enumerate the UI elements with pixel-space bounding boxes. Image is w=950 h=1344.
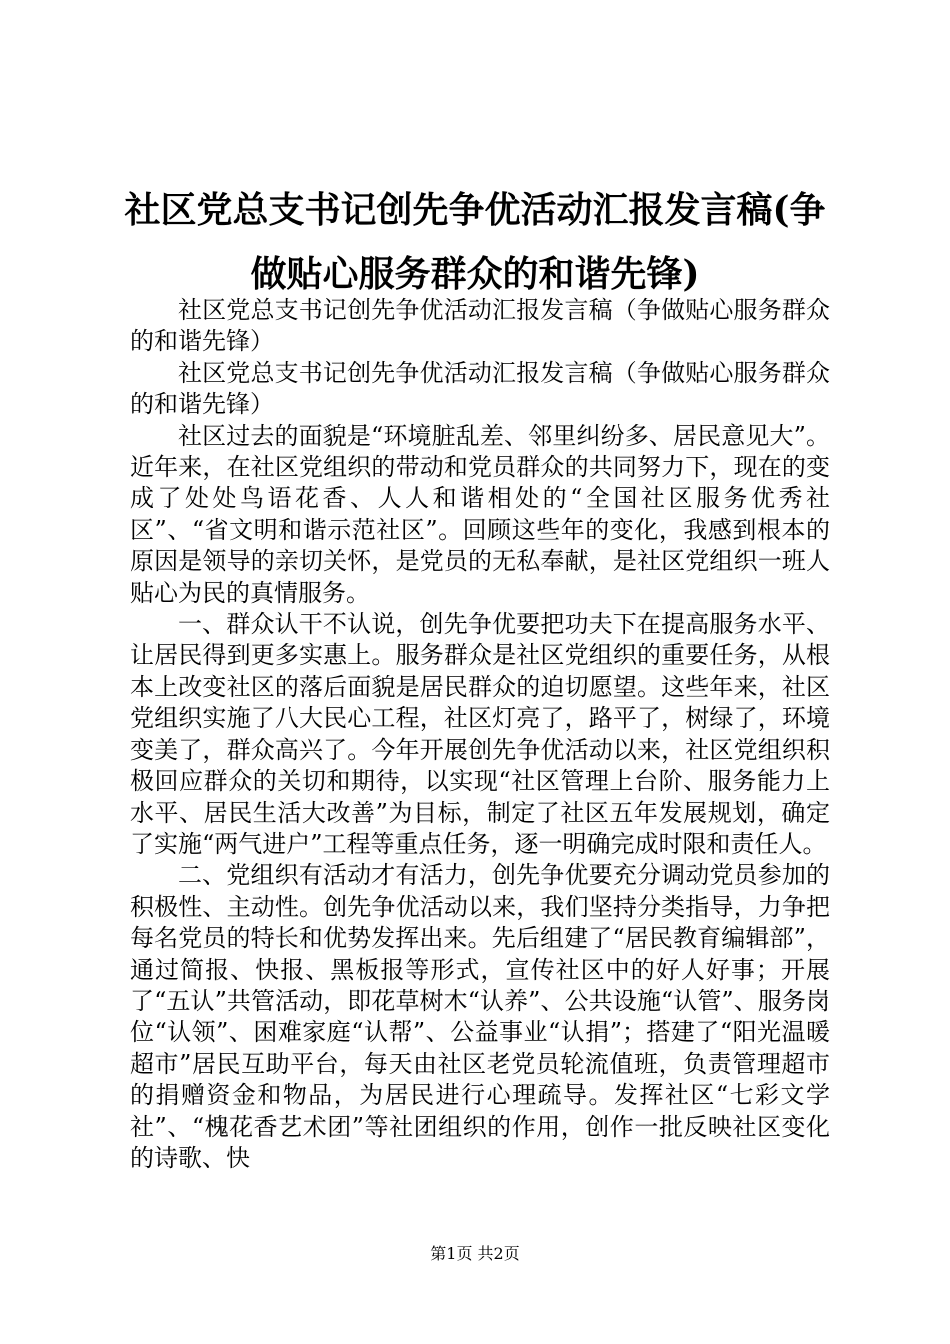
paragraph: 社区党总支书记创先争优活动汇报发言稿（争做贴心服务群众的和谐先锋） bbox=[130, 358, 830, 419]
document-title: 社区党总支书记创先争优活动汇报发言稿(争做贴心服务群众的和谐先锋) bbox=[124, 189, 826, 295]
paragraph: 二、党组织有活动才有活力，创先争优要充分调动党员参加的积极性、主动性。创先争优活动以来，我们坚持分类指导，力争把每名党员的特长和优势发挥出来。先后组建了“居民教育编辑部”，通过简报、快报、黑板报等形式，宣传社区中的好人好事；开展了“五认”共管活动，即花草树木“认养”、公共设施“认管”、服务岗位“认领”、困难家庭“认帮”、公益事业“认捐”；搭建了“阳光温暖超市”居民互助平台，每天由社区老党员轮流值班，负责管理超市的捐赠资金和物品，为居民进行心理疏导。发挥社区“七彩文学社”、“槐花香艺术团”等社团组织的作用，创作一批反映社区变化的诗歌、快 bbox=[130, 861, 830, 1172]
page-number-footer: 第1页 共2页 bbox=[430, 1244, 520, 1263]
paragraph: 社区党总支书记创先争优活动汇报发言稿（争做贴心服务群众的和谐先锋） bbox=[130, 296, 830, 356]
document-body bbox=[130, 295, 830, 1174]
paragraph: 社区过去的面貌是“环境脏乱差、邻里纠纷多、居民意见大”。近年来，在社区党组织的带动和党员群众的共同努力下，现在的变成了处处鸟语花香、人人和谐相处的“全国社区服务优秀社区”、“省文明和谐示范社区”。回顾这些年的变化，我感到根本的原因是领导的亲切关怀，是党员的无私奉献，是社区党组织一班人贴心为民的真情服务。 bbox=[130, 421, 830, 607]
paragraph: 一、群众认干不认说，创先争优要把功夫下在提高服务水平、让居民得到更多实惠上。服务群众是社区党组织的重要任务，从根本上改变社区的落后面貌是居民群众的迫切愿望。这些年来，社区党组织实施了八大民心工程，社区灯亮了，路平了，树绿了，环境变美了，群众高兴了。今年开展创先争优活动以来，社区党组织积极回应群众的关切和期待，以实现“社区管理上台阶、服务能力上水平、居民生活大改善”为目标，制定了社区五年发展规划，确定了实施“两气进户”工程等重点任务，逐一明确完成时限和责任人。 bbox=[130, 610, 830, 858]
